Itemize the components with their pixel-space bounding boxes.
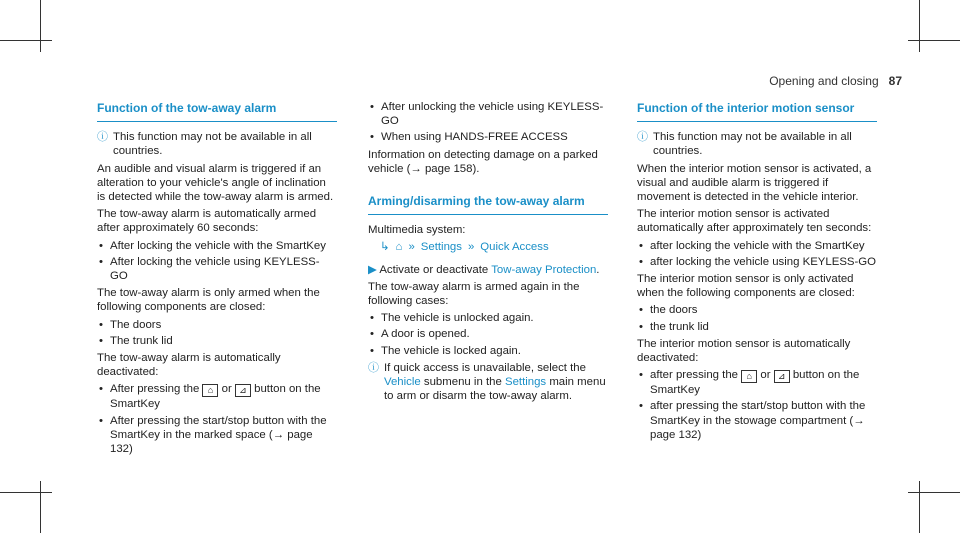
list-item: • after pressing the start/stop button with the SmartKey in the stowage compartment (→ page 132)	[637, 399, 877, 442]
list-item: • after locking the vehicle using KEYLESS-GO	[637, 255, 877, 269]
list-item: • A door is opened.	[368, 327, 608, 341]
double-chevron-icon: »	[408, 241, 415, 254]
section-title: Opening and closing	[769, 74, 879, 88]
paragraph: The tow-away alarm is armed again in the following cases:	[368, 280, 580, 308]
settings-link[interactable]: Settings	[504, 376, 547, 389]
list-item: • The vehicle is locked again.	[368, 344, 608, 358]
list-item: • The trunk lid	[97, 334, 337, 348]
home-icon[interactable]: ⌂	[395, 241, 403, 254]
trunk-key-icon: ⊿	[235, 384, 251, 397]
vehicle-link[interactable]: Vehicle	[384, 376, 421, 389]
info-note: ⓘ If quick access is unavailable, select the Vehicle submenu in the Settings main menu to arm or disarm the tow-away alarm.	[368, 361, 606, 403]
section-heading: Arming/disarming the tow-away alarm	[368, 194, 608, 215]
list-item: • The doors	[97, 318, 337, 332]
paragraph: The interior motion sensor is automatically deactivated:	[637, 337, 851, 365]
crop-mark	[908, 40, 960, 41]
action-arrow-icon: ▶	[368, 263, 377, 276]
column-3	[637, 101, 877, 445]
bullet-list	[637, 368, 877, 442]
list-item: • the trunk lid	[637, 320, 877, 334]
paragraph: Information on detecting damage on a parked vehicle (→ page 158).	[368, 148, 598, 175]
bullet-list	[368, 311, 608, 358]
page-header	[769, 74, 902, 88]
paragraph: The tow-away alarm is only armed when the following components are closed:	[97, 287, 320, 314]
bullet-list	[637, 303, 877, 333]
list-item: • After pressing the ⌂ or ⊿ button on the SmartKey	[97, 382, 337, 411]
paragraph: When the interior motion sensor is activated, a visual and audible alarm is triggered if movement is detected in the vehicle interior.	[637, 162, 872, 204]
info-icon: ⓘ	[368, 361, 379, 374]
paragraph: The interior motion sensor is only activated when the following components are closed:	[637, 273, 855, 300]
list-item: • The vehicle is unlocked again.	[368, 311, 608, 325]
crop-mark	[919, 0, 920, 52]
unlock-key-icon: ⌂	[202, 384, 218, 397]
paragraph: The interior motion sensor is activated automatically after approximately ten seconds:	[637, 208, 872, 235]
bullet-list	[97, 382, 337, 456]
note-text: This function may not be available in all countries.	[113, 131, 312, 158]
tow-away-protection-link[interactable]: Tow-away Protection	[491, 263, 597, 276]
crop-mark	[0, 492, 52, 493]
list-item: • after locking the vehicle with the SmartKey	[637, 239, 877, 253]
column-1	[97, 101, 337, 459]
info-note	[637, 130, 877, 158]
path-arrow-icon: ↳	[380, 241, 390, 254]
crop-mark	[40, 0, 41, 52]
list-item: • After locking the vehicle using KEYLESS-GO	[97, 255, 337, 283]
path-settings[interactable]: Settings	[420, 241, 462, 254]
list-item: • After locking the vehicle with the SmartKey	[97, 239, 337, 253]
bullet-list	[97, 239, 337, 284]
crop-mark	[40, 481, 41, 533]
paragraph: The tow-away alarm is automatically armed after approximately 60 seconds:	[97, 208, 317, 235]
list-item: • the doors	[637, 303, 877, 317]
list-item: • After pressing the start/stop button with the SmartKey in the marked space (→ page 132)	[97, 414, 337, 457]
info-icon: ⓘ	[637, 131, 648, 144]
trunk-key-icon: ⊿	[774, 370, 790, 383]
list-item: • after pressing the ⌂ or ⊿ button on the SmartKey	[637, 368, 877, 397]
menu-path	[368, 240, 608, 254]
info-icon: ⓘ	[97, 131, 108, 144]
bullet-list	[368, 100, 608, 145]
note-text: This function may not be available in all countries.	[653, 131, 852, 158]
paragraph: The tow-away alarm is automatically deactivated:	[97, 352, 281, 379]
paragraph: An audible and visual alarm is triggered if an alteration to your vehicle's angle of inclination is detected while the tow-away alarm is armed.	[97, 162, 334, 204]
column-2	[368, 101, 608, 406]
double-chevron-icon: »	[467, 241, 475, 254]
page-number: 87	[888, 74, 902, 88]
list-item: • After unlocking the vehicle using KEYLESS-GO	[368, 100, 608, 128]
bullet-list	[637, 239, 877, 269]
path-quick-access[interactable]: Quick Access	[480, 241, 549, 254]
info-note	[97, 130, 337, 158]
crop-mark	[0, 40, 52, 41]
bullet-list	[97, 318, 337, 348]
paragraph: Multimedia system:	[368, 224, 466, 237]
crop-mark	[919, 481, 920, 533]
list-item: • When using HANDS-FREE ACCESS	[368, 130, 608, 144]
section-heading: Function of the interior motion sensor	[637, 101, 877, 122]
unlock-key-icon: ⌂	[741, 370, 757, 383]
action-step: ▶ Activate or deactivate Tow-away Protection.	[368, 263, 600, 276]
crop-mark	[908, 492, 960, 493]
section-heading: Function of the tow-away alarm	[97, 101, 337, 122]
